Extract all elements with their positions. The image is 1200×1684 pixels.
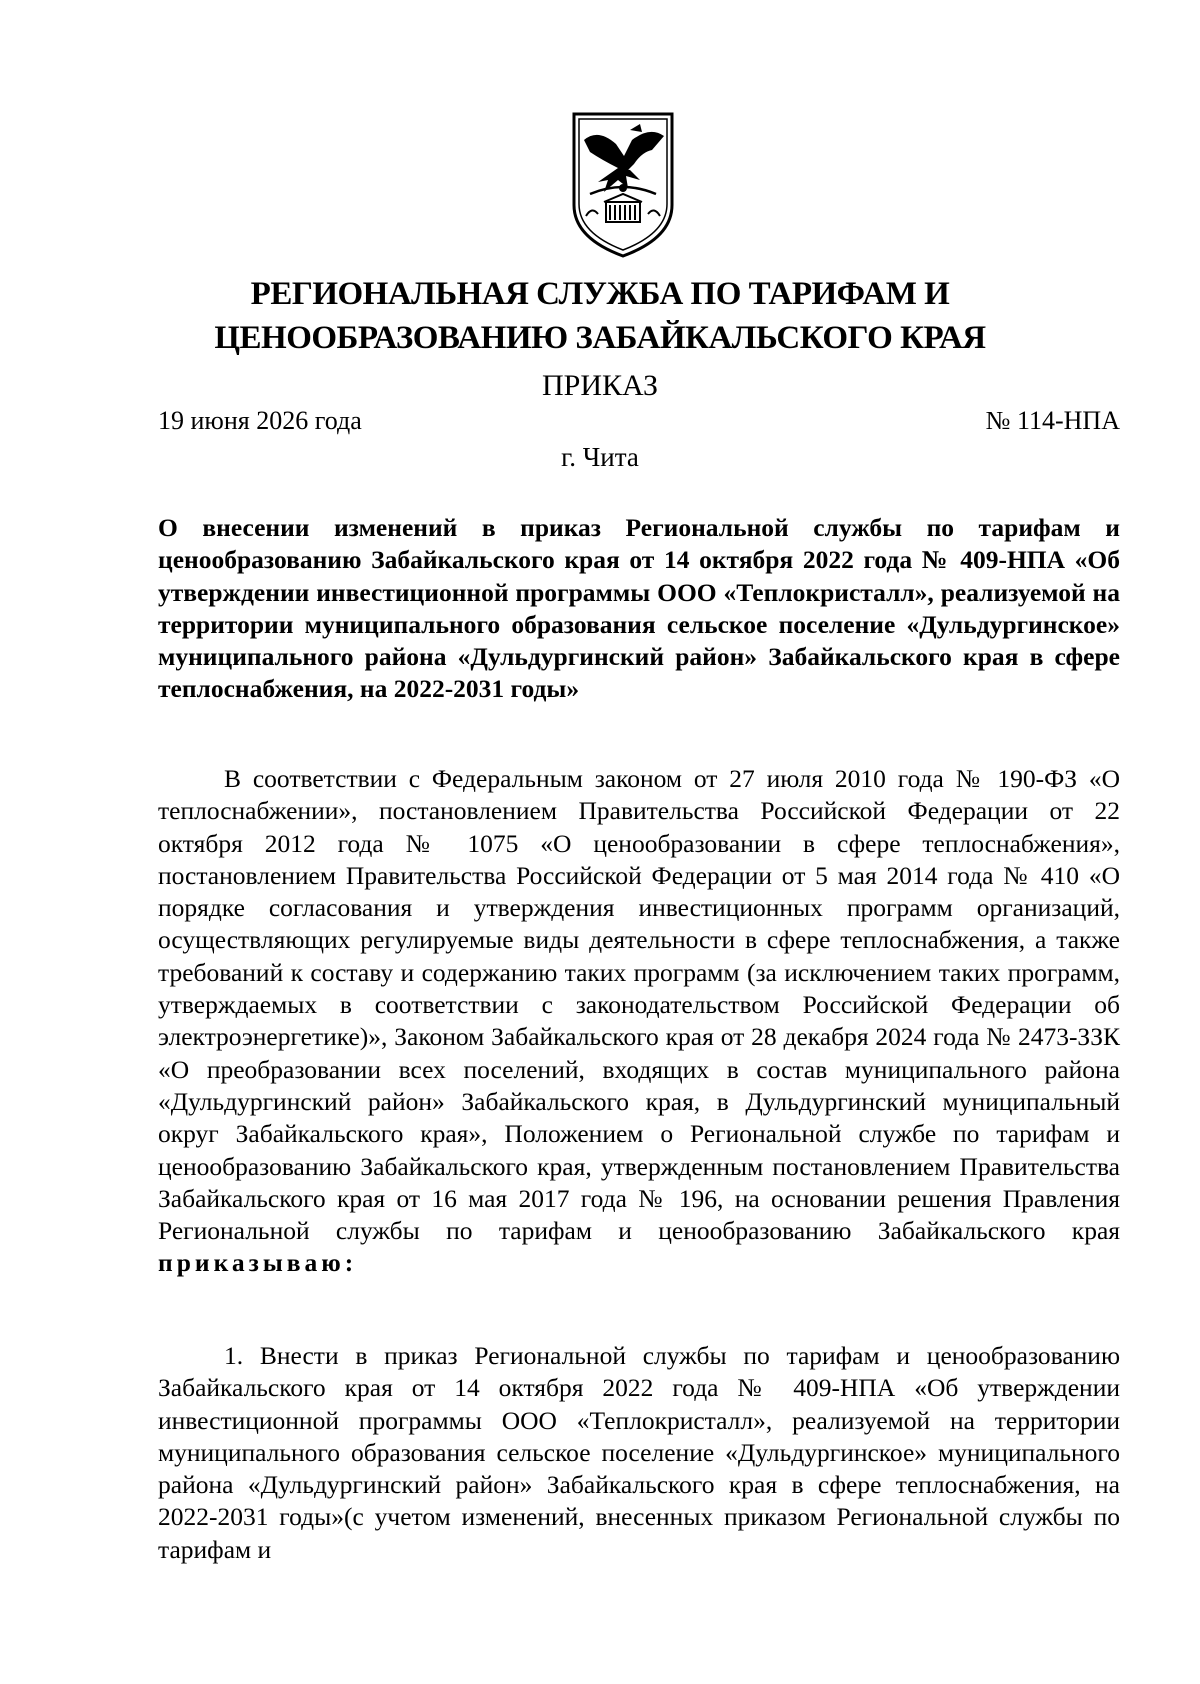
document-subject: О внесении изменений в приказ Региональной службы по тарифам и ценообразованию Забайкальского края от 14 октября 2022 года № 409-НПА «Об утверждении инвестиционной программы ООО «Теплокристалл», реализуемой на территории муниципального образования сельское поселение «Дульдургинское» муниципального района «Дульдургинский район» Забайкальского края в сфере теплоснабжения, на 2022-2031 годы» [158,513,1120,704]
document-city: г. Чита [561,442,639,472]
order-word: приказываю: [158,1248,358,1278]
coat-of-arms-icon [568,110,678,260]
document-number: № 114-НПА [985,406,1120,435]
document-date: 19 июня 2026 года [158,406,362,435]
preamble-text: В соответствии с Федеральным законом от 27 июля 2010 года № 190-ФЗ «О теплоснабжении», постановлением Правительства Российской Федерации от 22 октября 2012 года № 1075 «О ценообразовании в сфере теплоснабжения», постановлением Правительства Российской Федерации от 5 мая 2014 года № 410 «О порядке согласования и утверждения инвестиционных программ организаций, осуществляющих регулируемые виды деятельности в сфере теплоснабжения, а также требований к составу и содержанию таких программ (за исключением таких программ, утверждаемых в соответствии с законодательством Российской Федерации об электроэнергетике)», Законом Забайкальского края от 28 декабря 2024 года № 2473-ЗЗК «О преобразовании всех поселений, входящих в состав муниципального района «Дульдургинский район» Забайкальского края, в Дульдургинский муниципальный округ Забайкальского края», Положением о Региональной службе по тарифам и ценообразованию Забайкальского края, утвержденным постановлением Правительства Забайкальского края от 16 мая 2017 года № 196, на основании решения Правления Региональной службы по тарифам и ценообразованию Забайкальского края [158,764,1120,1246]
document-type: ПРИКАЗ [542,369,658,402]
preamble-paragraph [158,763,1120,1280]
organization-title: РЕГИОНАЛЬНАЯ СЛУЖБА ПО ТАРИФАМ И ЦЕНООБРАЗОВАНИЮ ЗАБАЙКАЛЬСКОГО КРАЯ [214,276,986,356]
item-1-paragraph: 1. Внести в приказ Региональной службы по тарифам и ценообразованию Забайкальского края от 14 октября 2022 года № 409-НПА «Об утверждении инвестиционной программы ООО «Теплокристалл», реализуемой на территории муниципального образования сельское поселение «Дульдургинское» муниципального района «Дульдургинский район» Забайкальского края в сфере теплоснабжения, на 2022-2031 годы»(с учетом изменений, внесенных приказом Региональной службы по тарифам и [158,1341,1120,1564]
